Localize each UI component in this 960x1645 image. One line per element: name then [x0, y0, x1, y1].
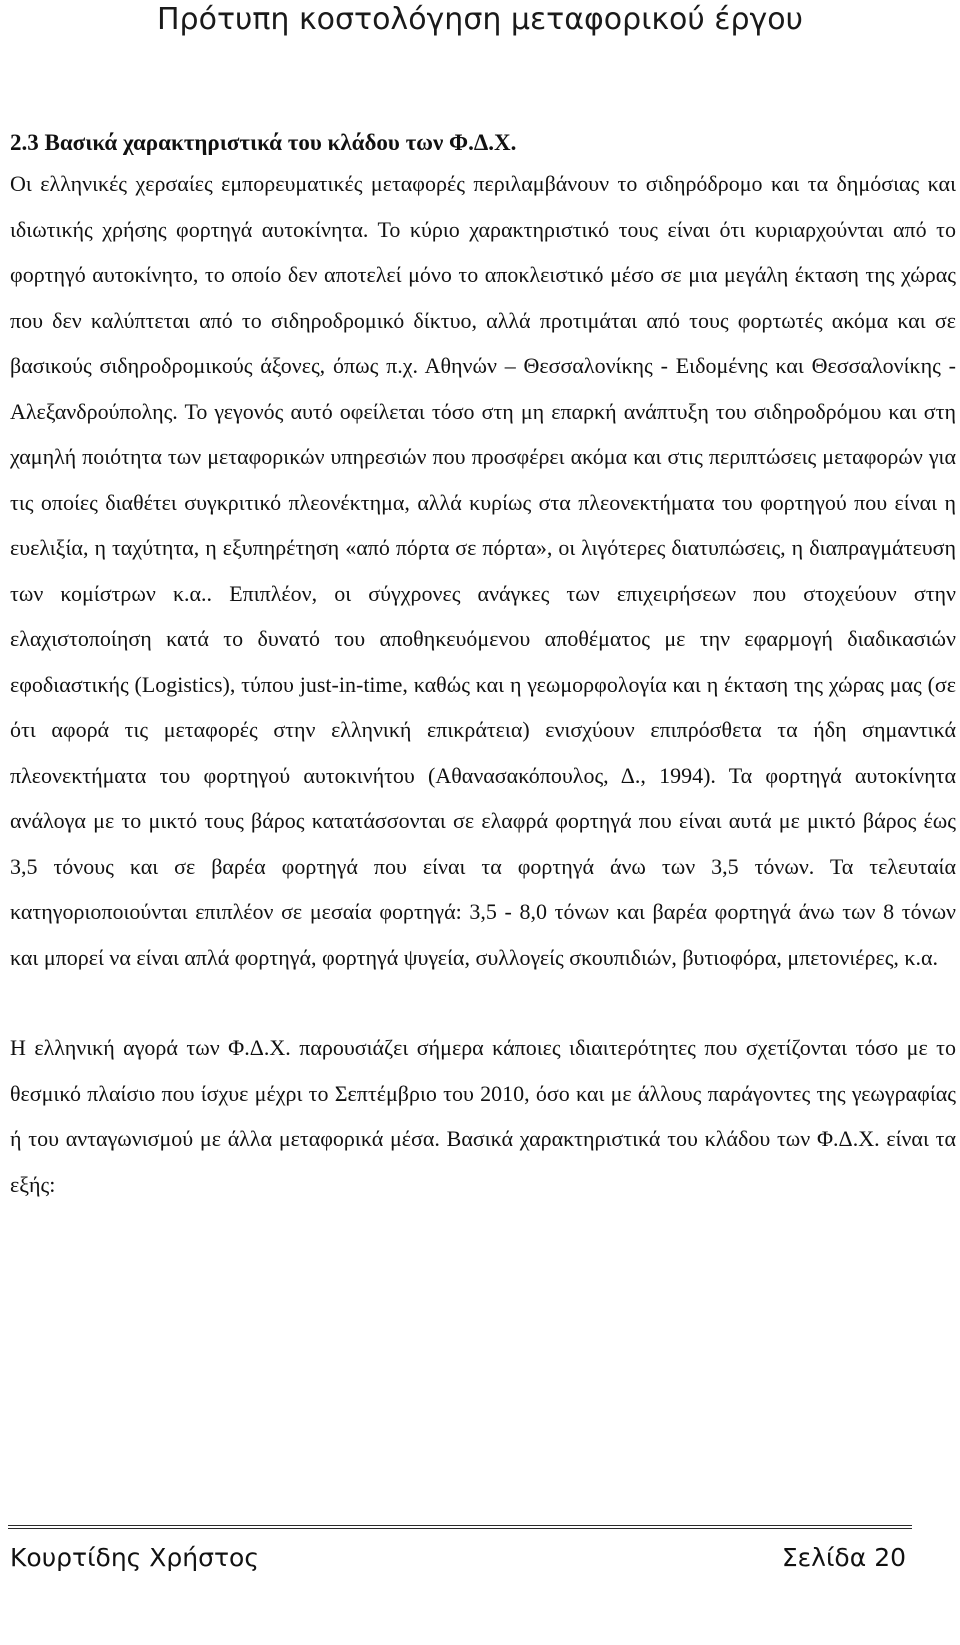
body-paragraph: Οι ελληνικές χερσαίες εμπορευματικές μεταφορές περιλαμβάνουν το σιδηρόδρομο και τα δημόσιας και ιδιωτικής χρήσης φορτηγά αυτοκίνητα. Το κύριο χαρακτηριστικό τους είναι ότι κυριαρχούνται από το φορτηγό αυτοκίνητο, το οποίο δεν αποτελεί μόνο το αποκλειστικό μέσο σε μια μεγάλη έκταση της χώρας που δεν καλύπτεται από το σιδηροδρομικό δίκτυο, αλλά προτιμάται από τους φορτωτές ακόμα και σε βασικούς σιδηροδρομικούς άξονες, όπως π.χ. Αθηνών – Θεσσαλονίκης - Ειδομένης και Θεσσαλονίκης - Αλεξανδρούπολης. Το γεγονός αυτό οφείλεται τόσο στη μη επαρκή ανάπτυξη του σιδηροδρόμου και στη χαμηλή ποιότητα των μεταφορικών υπηρεσιών που προσφέρει ακόμα και στις περιπτώσεις μεταφορών για τις οποίες διαθέτει συγκριτικό πλεονέκτημα, αλλά κυρίως στα πλεονεκτήματα του φορτηγού που είναι η ευελιξία, η ταχύτητα, η εξυπηρέτηση «από πόρτα σε πόρτα», οι λιγότερες διατυπώσεις, η διαπραγμάτευση των κομίστρων κ.α.. Επιπλέον, οι σύγχρονες ανάγκες των επιχειρήσεων που στοχεύουν στην ελαχιστοποίηση κατά το δυνατό του αποθηκευόμενου αποθέματος με την εφαρμογή διαδικασιών εφοδιαστικής (Logistics), τύπου just-in-time, καθώς και η γεωμορφολογία και η έκταση της χώρας μας (σε ότι αφορά τις μεταφορές στην ελληνική επικράτεια) ενισχύουν επιπρόσθετα τα ήδη σημαντικά πλεονεκτήματα του φορτηγού αυτοκινήτου (Αθανασακόπουλος, Δ., 1994). Τα φορτηγά αυτοκίνητα ανάλογα με το μικτό τους βάρος κατατάσσονται σε ελαφρά φορτηγά που είναι αυτά με μικτό βάρος έως 3,5 τόνους και σε βαρέα φορτηγά που είναι τα φορτηγά άνω των 3,5 τόνων. Τα τελευταία κατηγοριοποιούνται επιπλέον σε μεσαία φορτηγά: 3,5 - 8,0 τόνων και βαρέα φορτηγά άνω των 8 τόνων και μπορεί να είναι απλά φορτηγά, φορτηγά ψυγεία, συλλογείς σκουπιδιών, βυτιοφόρα, μπετονιέρες, κ.α. [10, 171, 956, 970]
body-paragraph: Η ελληνική αγορά των Φ.Δ.Χ. παρουσιάζει σήμερα κάποιες ιδιαιτερότητες που σχετίζονται τόσο με το θεσμικό πλαίσιο που ίσχυε μέχρι το Σεπτέμβριο του 2010, όσο και με άλλους παράγοντες της γεωγραφίας ή του ανταγωνισμού με άλλα μεταφορικά μέσα. Βασικά χαρακτηριστικά του κλάδου των Φ.Δ.Χ. είναι τα εξής: [10, 1035, 956, 1197]
page-number: 20 [874, 1543, 906, 1572]
footer-author: Κουρτίδης Χρήστος [10, 1543, 259, 1572]
page-footer [10, 1538, 906, 1578]
footer-divider [8, 1525, 912, 1529]
running-header: Πρότυπη κοστολόγηση μεταφορικού έργου [156, 2, 804, 37]
page-label: Σελίδα [781, 1543, 867, 1572]
page-body [10, 120, 956, 1207]
page-indicator [782, 1538, 906, 1578]
section-heading: 2.3 Βασικά χαρακτηριστικά του κλάδου των Φ.Δ.Χ. [10, 130, 517, 155]
